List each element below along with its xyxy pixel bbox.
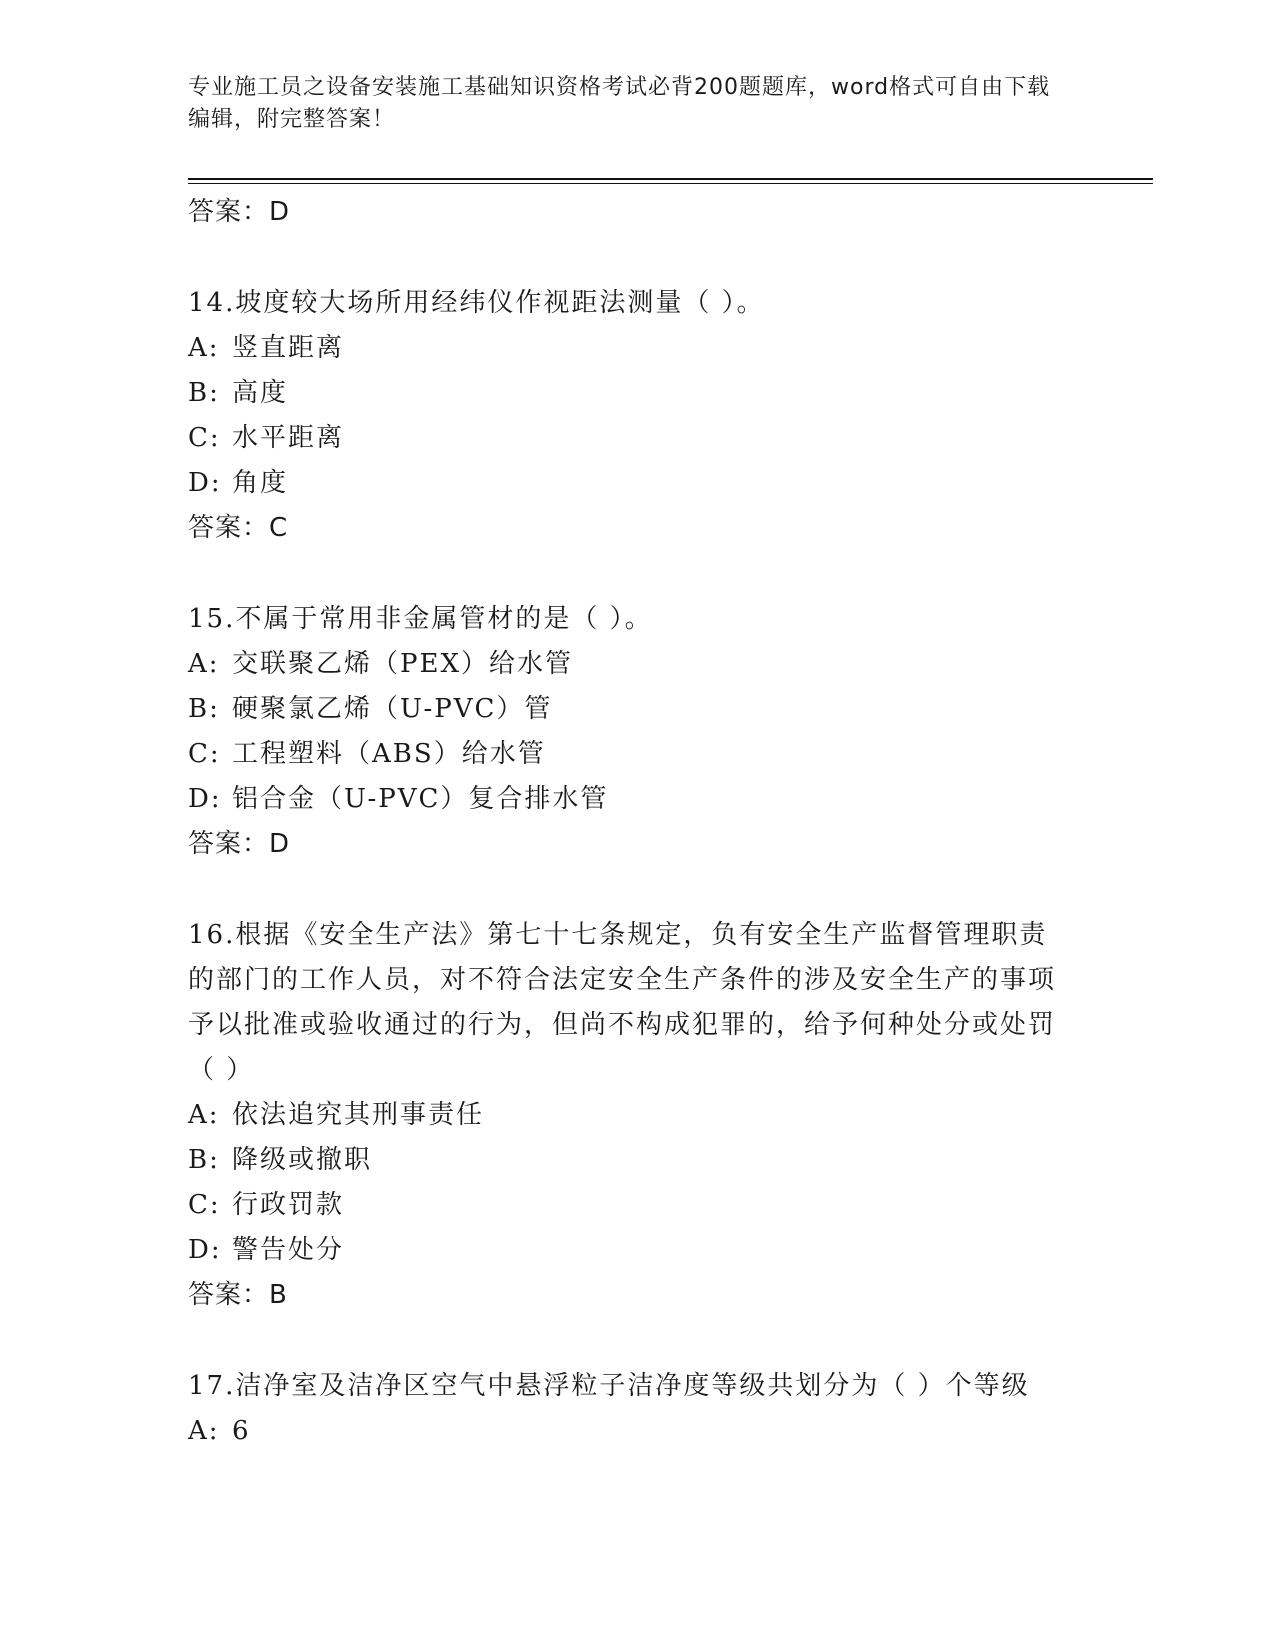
- option-c: [188, 416, 1088, 461]
- option-text: 铝合金（U-PVC）复合排水管: [232, 784, 609, 814]
- question-block: [188, 913, 1088, 1318]
- option-label: C:: [188, 423, 221, 453]
- option-text: 降级或撤职: [232, 1145, 373, 1175]
- option-d: [188, 1228, 1088, 1273]
- option-label: A:: [188, 1100, 220, 1130]
- option-c: [188, 732, 1088, 777]
- question-stem: 14.坡度较大场所用经纬仪作视距法测量（ ）。: [188, 288, 765, 318]
- option-a: [188, 1409, 1088, 1454]
- option-label: B:: [188, 694, 220, 724]
- spacer: [188, 551, 1088, 597]
- option-label: A:: [188, 649, 220, 679]
- option-text: 交联聚乙烯（PEX）给水管: [232, 649, 573, 679]
- question-stem: 16.根据《安全生产法》第七十七条规定，负有安全生产监督管理职责的部门的工作人员，对不符合法定安全生产条件的涉及安全生产的事项予以批准或验收通过的行为，但尚不构成犯罪的，给予何种处分或处罚（ ）: [188, 920, 1057, 1085]
- option-text: 高度: [232, 378, 289, 408]
- option-text: 工程塑料（ABS）给水管: [232, 739, 546, 769]
- option-label: D:: [188, 1235, 222, 1265]
- option-text: 6: [232, 1416, 251, 1446]
- option-label: C:: [188, 1190, 221, 1220]
- question-stem: 17.洁净室及洁净区空气中悬浮粒子洁净度等级共划分为（ ）个等级: [188, 1371, 1030, 1401]
- option-label: D:: [188, 784, 222, 814]
- spacer: [188, 867, 1088, 913]
- header-rule-thick: [188, 178, 1153, 180]
- option-label: B:: [188, 378, 220, 408]
- option-text: 角度: [232, 468, 289, 498]
- option-text: 依法追究其刑事责任: [232, 1100, 485, 1130]
- question-block: [188, 597, 1088, 867]
- option-a: [188, 642, 1088, 687]
- option-c: [188, 1183, 1088, 1228]
- page-header: 专业施工员之设备安装施工基础知识资格考试必背200题题库，word格式可自由下载编辑，附完整答案！: [188, 75, 1051, 132]
- option-a: [188, 1093, 1088, 1138]
- spacer: [188, 235, 1088, 281]
- answer-line: 答案：B: [188, 1280, 288, 1310]
- option-text: 警告处分: [232, 1235, 345, 1265]
- question-block: [188, 1364, 1088, 1454]
- option-d: [188, 461, 1088, 506]
- question-stem: 15.不属于常用非金属管材的是（ ）。: [188, 604, 653, 634]
- header-rule-thin: [188, 183, 1153, 184]
- option-text: 水平距离: [232, 423, 345, 453]
- question-block: [188, 281, 1088, 551]
- option-label: C:: [188, 739, 221, 769]
- answer-line: 答案：D: [188, 829, 291, 859]
- option-b: [188, 1138, 1088, 1183]
- option-text: 硬聚氯乙烯（U-PVC）管: [232, 694, 553, 724]
- option-b: [188, 371, 1088, 416]
- answer-line: 答案：C: [188, 513, 289, 543]
- option-text: 竖直距离: [232, 333, 345, 363]
- option-label: D:: [188, 468, 222, 498]
- question-list: [188, 190, 1088, 1454]
- option-label: A:: [188, 333, 220, 363]
- option-d: [188, 777, 1088, 822]
- spacer: [188, 1318, 1088, 1364]
- previous-answer: 答案：D: [188, 197, 291, 227]
- option-label: B:: [188, 1145, 220, 1175]
- option-label: A:: [188, 1416, 220, 1446]
- option-b: [188, 687, 1088, 732]
- option-a: [188, 326, 1088, 371]
- option-text: 行政罚款: [232, 1190, 345, 1220]
